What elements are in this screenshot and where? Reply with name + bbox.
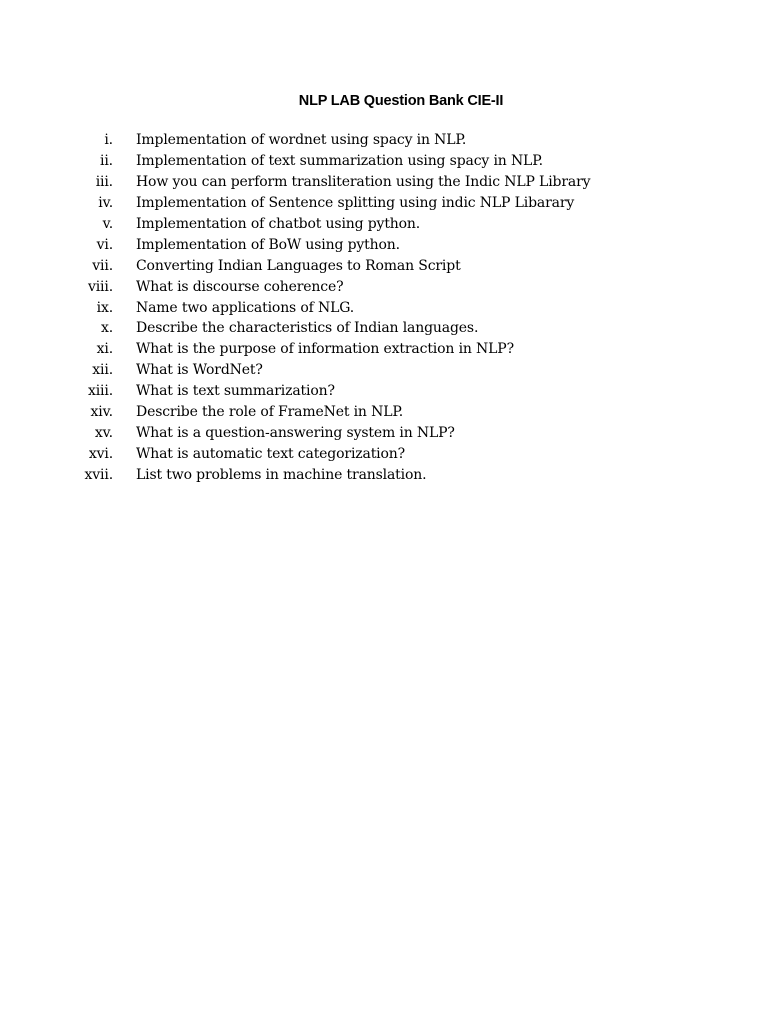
question-number: v. [102,216,113,232]
question-number: ii. [100,153,113,170]
list-item [0,339,768,360]
question-text: Implementation of Sentence splitting using indic NLP Libarary [136,195,575,212]
list-item [0,443,768,464]
question-number: xv. [94,424,113,441]
list-item [0,402,768,423]
question-text: What is WordNet? [136,362,263,379]
question-text: What is discourse coherence? [136,278,344,295]
question-text: What is the purpose of information extraction in NLP? [136,341,514,358]
question-text: Name two applications of NLG. [136,299,355,316]
question-number: i. [104,132,113,149]
list-item [0,130,768,151]
list-item [0,255,768,276]
question-number: ix. [96,299,113,316]
list-item [0,464,768,485]
question-text: Describe the characteristics of Indian languages. [136,320,479,337]
question-text: What is text summarization? [136,383,335,400]
question-text: Implementation of text summarization using spacy in NLP. [136,153,543,170]
list-item [0,276,768,297]
list-item [0,172,768,193]
question-number: x. [100,320,113,337]
question-text: What is automatic text categorization? [136,445,405,462]
list-item [0,193,768,214]
question-text: Implementation of BoW using python. [136,236,400,253]
list-item [0,214,768,235]
question-text: Implementation of chatbot using python. [136,216,421,232]
list-item [0,297,768,318]
question-number: vii. [92,257,113,274]
question-number: iv. [98,195,113,212]
question-list [0,130,768,485]
question-number: vi. [96,236,113,253]
question-number: xii. [92,362,113,379]
list-item [0,318,768,339]
question-text: Implementation of wordnet using spacy in NLP. [136,132,467,149]
list-item [0,381,768,402]
list-item [0,151,768,172]
question-text: Describe the role of FrameNet in NLP. [136,404,404,421]
list-item [0,234,768,255]
question-number: xiv. [90,404,113,421]
list-item [0,360,768,381]
question-text: Converting Indian Languages to Roman Script [136,257,461,274]
list-item [0,422,768,443]
question-text: List two problems in machine translation. [136,466,427,483]
question-number: xi. [96,341,113,358]
question-text: What is a question-answering system in NLP? [136,424,455,441]
question-number: xvi. [88,445,113,462]
question-number: iii. [95,174,113,191]
question-text: How you can perform transliteration using the Indic NLP Library [136,174,591,191]
question-number: xvii. [84,466,113,483]
question-number: viii. [87,278,113,295]
page-title: NLP LAB Question Bank CIE-II [298,93,504,109]
question-number: xiii. [87,383,113,400]
